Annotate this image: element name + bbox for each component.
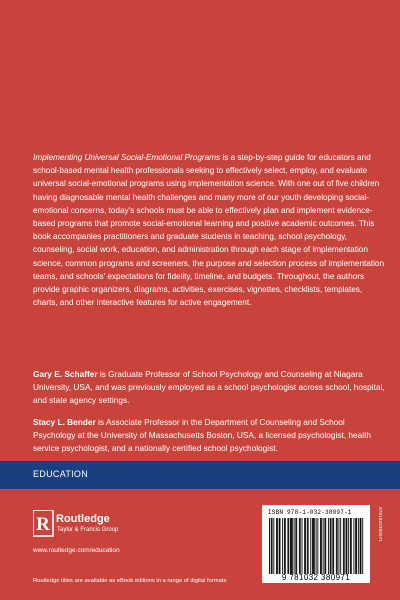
publisher-group: Taylor & Francis Group <box>57 527 119 533</box>
barcode-bar <box>300 518 301 574</box>
barcode-bar <box>312 518 313 574</box>
barcode-bar <box>307 518 308 574</box>
barcode-bar <box>351 518 352 574</box>
barcode-bar <box>296 518 297 574</box>
barcode-bar <box>277 518 278 574</box>
ebook-note: Routledge titles are available as eBook editions in a range of digital formats <box>33 578 227 584</box>
barcode-bar <box>308 518 309 574</box>
publisher-url[interactable]: www.routledge.com/education <box>33 547 120 554</box>
barcode-bar <box>285 518 286 574</box>
svg-text:R: R <box>36 514 50 535</box>
barcode-bar <box>328 518 329 574</box>
barcode-bar <box>346 518 347 574</box>
barcode-bar <box>344 518 345 574</box>
barcode-bar <box>353 518 354 574</box>
side-note-text: 9781032380971 <box>378 507 383 543</box>
barcode-bar <box>287 518 288 574</box>
barcode-bar <box>302 518 303 574</box>
barcode-bar <box>305 518 306 574</box>
barcode-bar <box>313 518 314 574</box>
barcode-bar <box>295 518 296 574</box>
barcode-bar <box>310 518 311 574</box>
author-bio-text-2: is Associate Professor in the Department of Counseling and School Psychology at the University of Massachusetts Boston, USA, a licensed psychologist, health service psychologist, and a nationally certified school psychologist. <box>33 417 372 454</box>
barcode-bar <box>280 518 281 574</box>
barcode-bar <box>321 518 322 574</box>
barcode-bar <box>333 518 334 574</box>
barcode-bar <box>271 518 272 574</box>
isbn-text: ISBN 978-1-032-38097-1 <box>268 509 352 516</box>
barcode-bar <box>273 518 274 574</box>
blurb-text: is a step-by-step guide for educators and school-based mental health professionals seeking to effectively select, employ, and evaluate universal social-emotional programs using implementation science. With one out of five children having diagnosable mental health challenges and many more of our youth developing social-emotional concerns, today's schools must be able to effectively plan and implement evidence-based programs that promote social-emotional learning and positive academic outcomes. This book accompanies practitioners and graduate students in teaching, school psychology, counseling, social work, education, and administration through each stage of implementation science, common programs and screeners, the purpose and selection process of implementation teams, and schools' expectations for fidelity, timeline, and budgets. Throughout, the authors provide graphic organizers, diagrams, activities, exercises, vignettes, checklists, templates, charts, and other interactive features for active engagement. <box>33 152 385 308</box>
barcode-bar <box>284 518 285 574</box>
barcode-bar <box>290 518 291 574</box>
barcode-bar <box>336 518 337 574</box>
barcode-bar <box>350 518 351 574</box>
barcode-bar <box>331 518 332 574</box>
barcode-bar <box>324 518 325 574</box>
barcode-bar <box>291 518 292 574</box>
barcode-bar <box>294 518 295 574</box>
category-label: EDUCATION <box>33 469 89 479</box>
barcode-bar <box>292 518 293 574</box>
author-bio-1 <box>33 368 385 408</box>
author-bio-text-1: is Graduate Professor of School Psychology and Counseling at Niagara University, USA, and was previously employed as a school psychologist across school, hospital, and state agency settings. <box>33 369 385 406</box>
barcode-bar <box>323 518 324 574</box>
category-band <box>0 461 400 489</box>
author-name-2: Stacy L. Bender <box>33 417 96 427</box>
barcode-bar <box>320 518 321 574</box>
author-bio-2 <box>33 416 385 456</box>
barcode-bar <box>340 518 341 574</box>
barcode-bar <box>279 518 280 574</box>
barcode-bar <box>343 518 344 574</box>
barcode-bar <box>299 518 300 574</box>
barcode-digits: 9 781032 380971 <box>281 573 351 582</box>
barcode-bar <box>356 518 357 574</box>
barcode-bar <box>339 518 340 574</box>
barcode-bar <box>282 518 283 574</box>
barcode-bar <box>358 518 359 574</box>
barcode-bar <box>362 518 363 574</box>
barcode-bar <box>361 518 362 574</box>
back-cover-blurb <box>33 151 385 309</box>
side-note <box>375 505 389 583</box>
barcode-bar <box>360 518 361 574</box>
publisher-name: Routledge <box>56 513 110 525</box>
barcode-bar <box>269 518 270 574</box>
barcode-bar <box>355 518 356 574</box>
barcode-bar <box>337 518 338 574</box>
book-title: Implementing Universal Social-Emotional Programs <box>33 152 221 162</box>
barcode-bar <box>332 518 333 574</box>
barcode-icon <box>262 505 370 583</box>
barcode-bar <box>317 518 318 574</box>
barcode-bar <box>330 518 331 574</box>
barcode-bar <box>276 518 277 574</box>
barcode-bar <box>325 518 326 574</box>
barcode-bar <box>304 518 305 574</box>
barcode-bar <box>348 518 349 574</box>
barcode-bar <box>314 518 315 574</box>
barcode-box <box>262 505 370 583</box>
barcode-bar <box>316 518 317 574</box>
barcode-bar <box>288 518 289 574</box>
barcode-bar <box>346 518 347 574</box>
author-name-1: Gary E. Schaffer <box>33 369 98 379</box>
barcode-bar <box>272 518 273 574</box>
